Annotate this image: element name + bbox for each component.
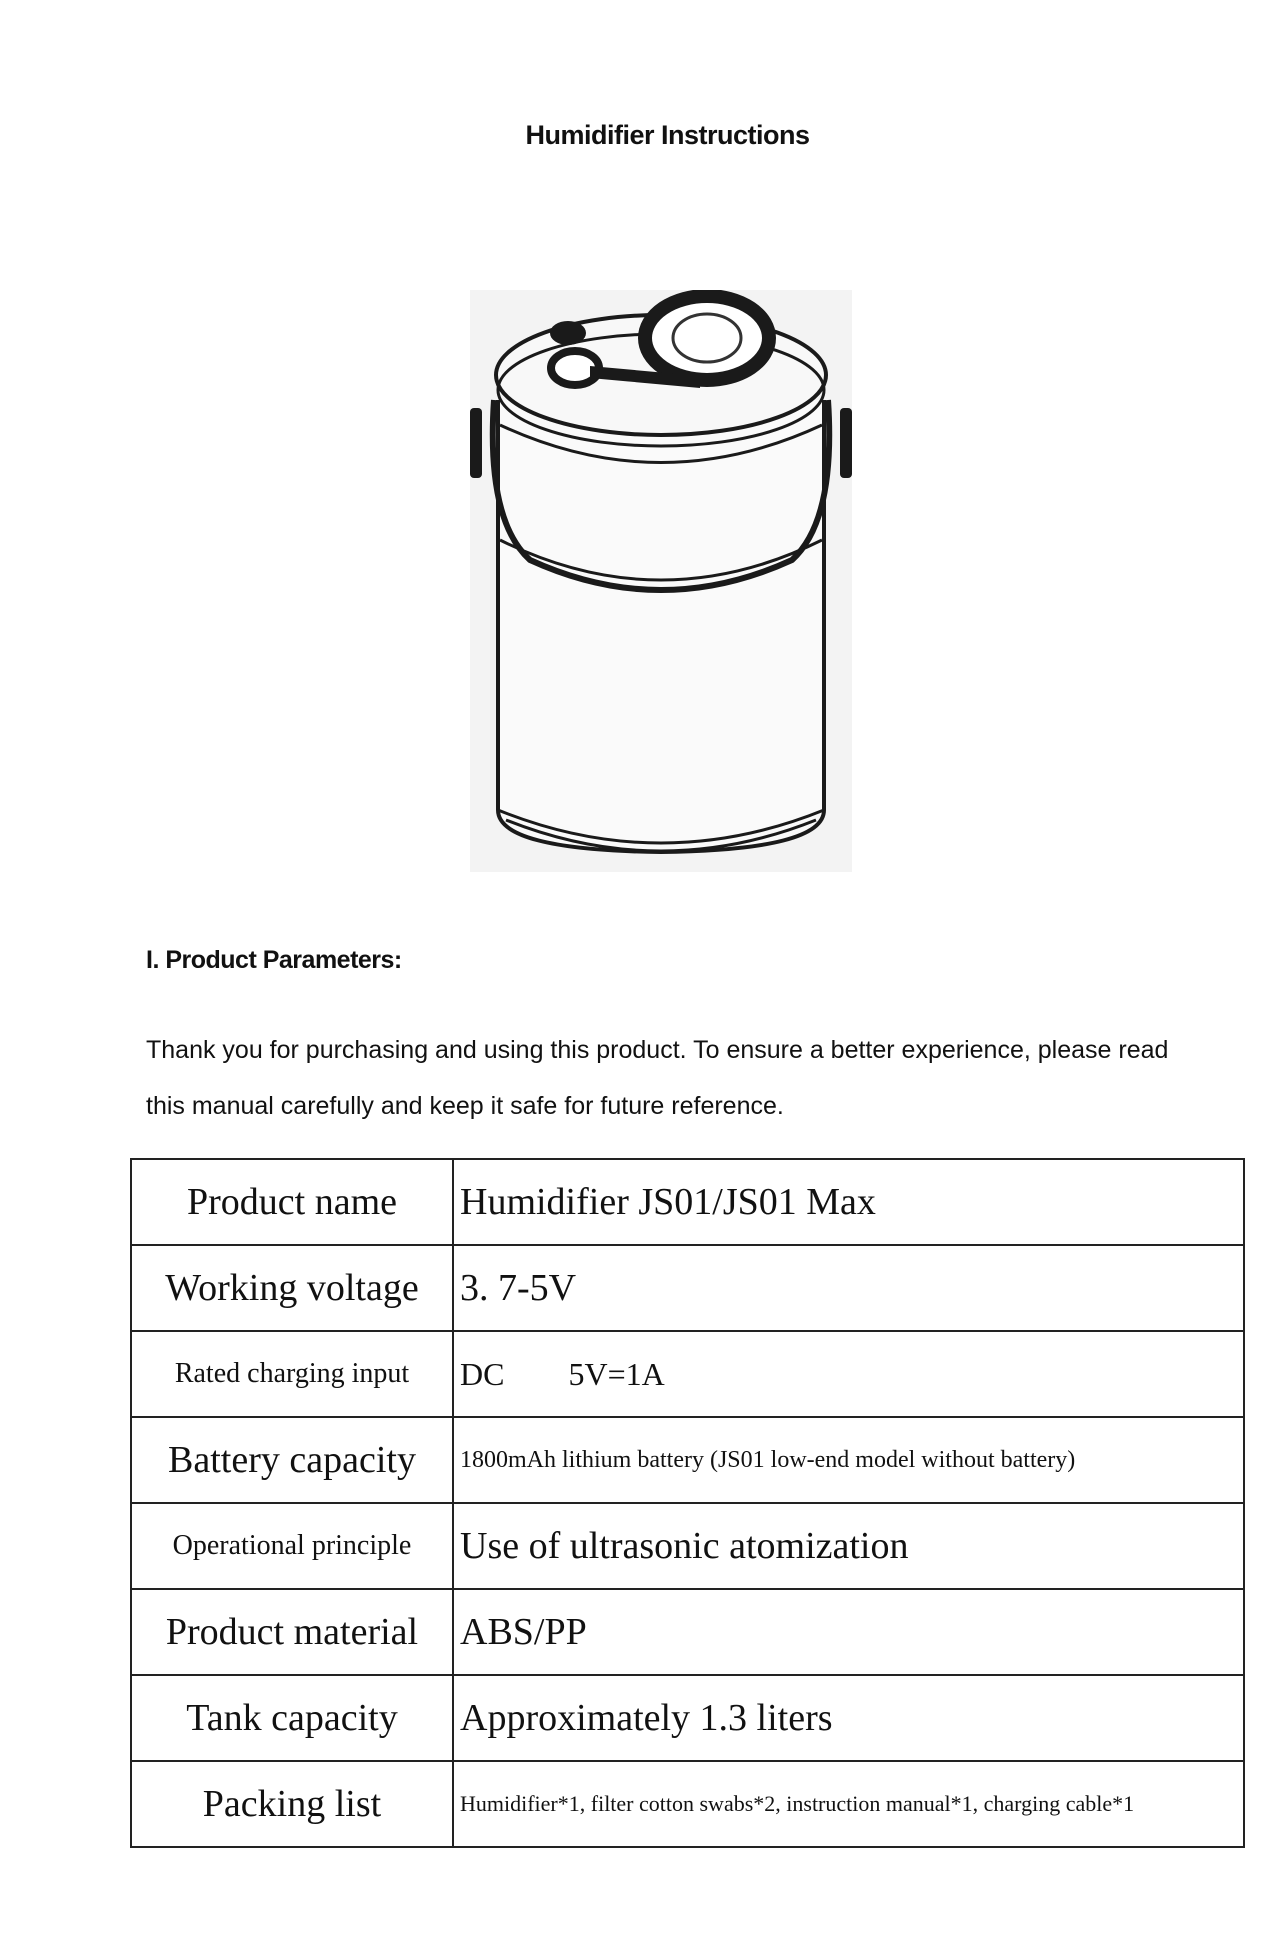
table-row [131, 1761, 1244, 1847]
intro-line: Thank you for purchasing and using this product. To ensure a better experience, please read [146, 1036, 1169, 1064]
document-title: Humidifier Instructions [525, 120, 810, 150]
parameter-value: DC 5V=1A [453, 1331, 1244, 1417]
parameter-label: Working voltage [131, 1245, 453, 1331]
intro-line: this manual carefully and keep it safe for future reference. [146, 1092, 784, 1120]
table-row [131, 1331, 1244, 1417]
table-row [131, 1245, 1244, 1331]
parameter-value: 1800mAh lithium battery (JS01 low-end model without battery) [453, 1417, 1244, 1503]
parameter-label: Operational principle [131, 1503, 453, 1589]
section-heading: I. Product Parameters: [146, 946, 402, 974]
parameter-value: Approximately 1.3 liters [453, 1675, 1244, 1761]
product-parameters-table [130, 1158, 1245, 1848]
parameter-label: Battery capacity [131, 1417, 453, 1503]
table-row [131, 1503, 1244, 1589]
parameter-value: Use of ultrasonic atomization [453, 1503, 1244, 1589]
table-row [131, 1159, 1244, 1245]
table-row [131, 1589, 1244, 1675]
table-row [131, 1675, 1244, 1761]
parameter-label: Packing list [131, 1761, 453, 1847]
parameter-label: Product material [131, 1589, 453, 1675]
parameter-value: ABS/PP [453, 1589, 1244, 1675]
parameter-value: Humidifier JS01/JS01 Max [453, 1159, 1244, 1245]
parameter-label: Rated charging input [131, 1331, 453, 1417]
parameter-value: Humidifier*1, filter cotton swabs*2, instruction manual*1, charging cable*1 [453, 1761, 1244, 1847]
table-row [131, 1417, 1244, 1503]
parameter-label: Tank capacity [131, 1675, 453, 1761]
parameter-label: Product name [131, 1159, 453, 1245]
parameter-value: 3. 7-5V [453, 1245, 1244, 1331]
intro-paragraph [146, 1022, 1279, 1134]
humidifier-product-image [470, 290, 852, 872]
humidifier-illustration-icon [470, 290, 852, 872]
